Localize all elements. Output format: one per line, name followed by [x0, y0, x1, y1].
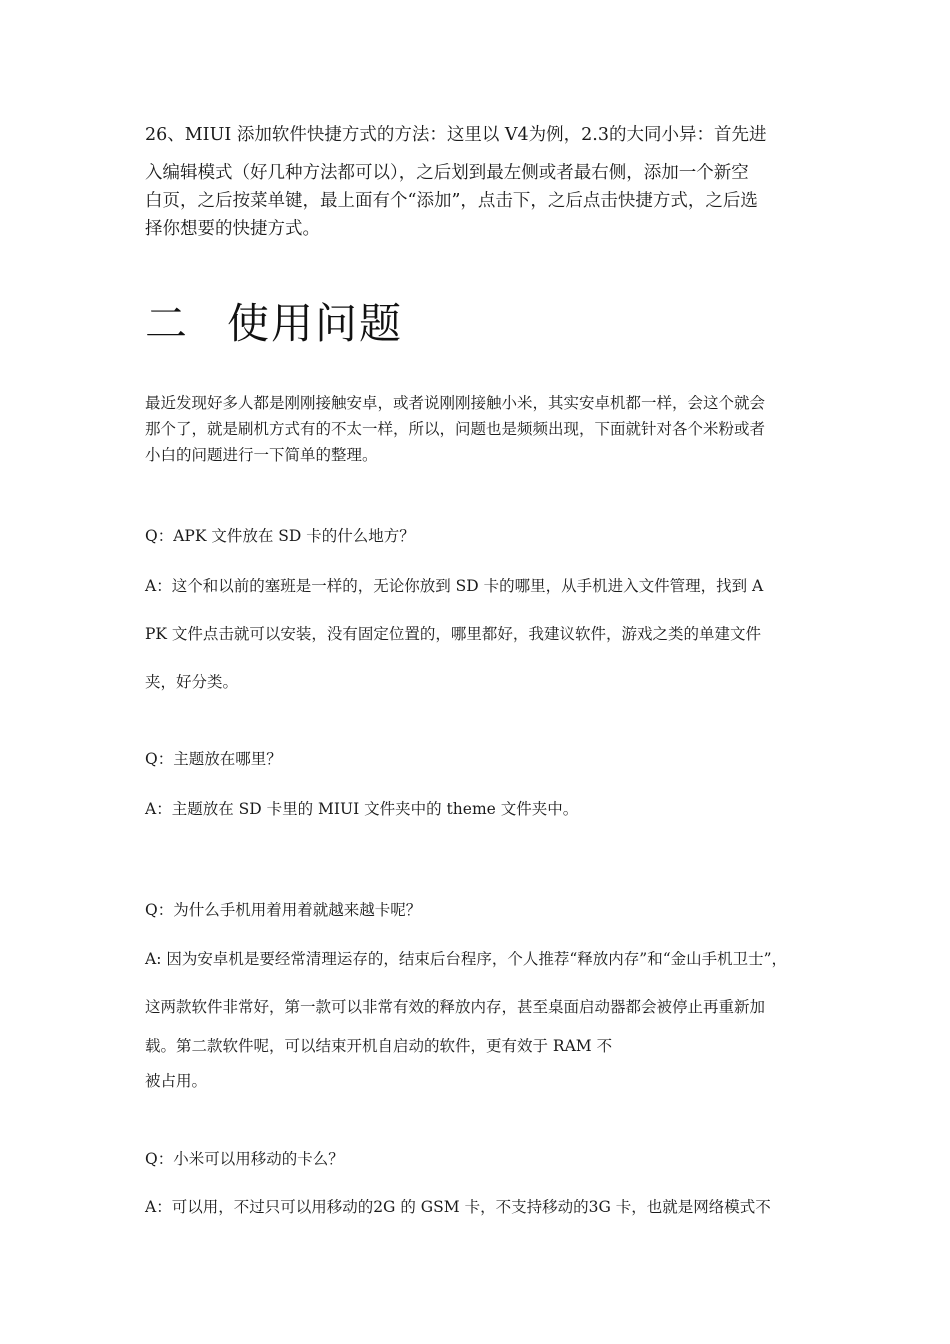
paragraph-line: 26、MIUI 添加软件快捷方式的方法：这里以 V4为例，2.3的大同小异：首先进 [145, 125, 767, 145]
answer-line: 这两款软件非常好，第一款可以非常有效的释放内存，甚至桌面启动器都会被停止再重新加 [145, 998, 766, 1016]
answer-1 [145, 562, 810, 706]
question-4: Q：小米可以用移动的卡么？ [145, 1150, 344, 1168]
answer-line: A：主题放在 SD 卡里的 MIUI 文件夹中的 theme 文件夹中。 [145, 800, 579, 818]
answer-line: PK 文件点击就可以安装，没有固定位置的，哪里都好，我建议软件，游戏之类的单建文件 [145, 625, 761, 643]
answer-line: 载。第二款软件呢，可以结束开机自启动的软件，更有效于 RAM 不 [145, 1037, 613, 1055]
section-number: 二 [145, 299, 190, 349]
intro-paragraph [145, 390, 810, 468]
answer-line: 被占用。 [145, 1072, 208, 1090]
paragraph-line: 白页，之后按菜单键，最上面有个“添加”，点击下，之后点击快捷方式，之后选 [145, 191, 758, 211]
answer-4 [145, 1183, 810, 1231]
question-2: Q：主题放在哪里？ [145, 750, 282, 768]
answer-line: A: 因为安卓机是要经常清理运存的，结束后台程序，个人推荐“释放内存”和“金山手机卫士”， [145, 950, 788, 968]
answer-2 [145, 785, 810, 833]
question-1: Q：APK 文件放在 SD 卡的什么地方？ [145, 527, 415, 545]
paragraph-line: 那个了，就是刷机方式有的不太一样，所以，问题也是频频出现，下面就针对各个米粉或者 [145, 420, 766, 438]
section-title: 使用问题 [227, 299, 404, 349]
answer-line: 夹，好分类。 [145, 673, 239, 691]
paragraph-line: 择你想要的快捷方式。 [145, 219, 320, 239]
paragraph-line: 入编辑模式（好几种方法都可以），之后划到最左侧或者最右侧，添加一个新空 [145, 163, 749, 183]
paragraph-item-26 [145, 121, 810, 243]
answer-line: A：这个和以前的塞班是一样的，无论你放到 SD 卡的哪里，从手机进入文件管理，找到 A [145, 577, 764, 595]
answer-3 [145, 935, 810, 1101]
paragraph-line: 最近发现好多人都是刚刚接触安卓，或者说刚刚接触小米，其实安卓机都一样，会这个就会 [145, 394, 766, 412]
paragraph-line: 小白的问题进行一下简单的整理。 [145, 446, 378, 464]
question-3: Q：为什么手机用着用着就越来越卡呢？ [145, 901, 422, 919]
section-heading [145, 296, 403, 352]
answer-line: A：可以用，不过只可以用移动的2G 的 GSM 卡，不支持移动的3G 卡，也就是网络模式不 [145, 1198, 771, 1216]
